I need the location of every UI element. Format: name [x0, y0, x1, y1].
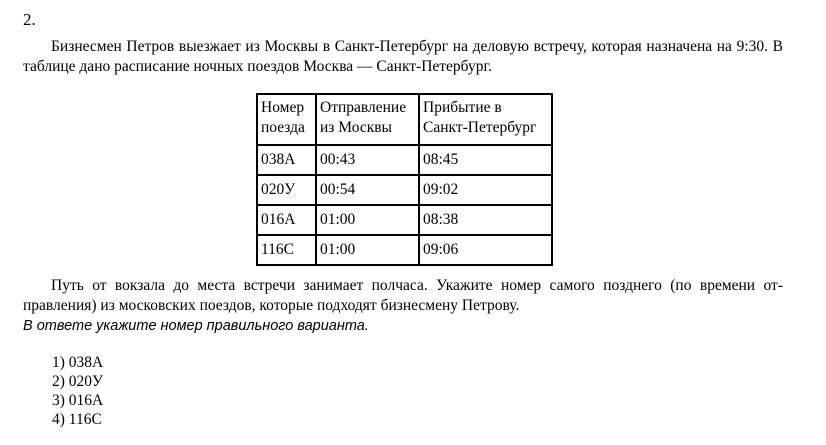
departure-cell: 01:00 — [316, 235, 419, 265]
arrival-cell: 09:02 — [419, 175, 552, 205]
header-departure — [316, 94, 419, 145]
train-number-cell: 116С — [257, 235, 316, 265]
answer-option: 3) 016А — [52, 392, 104, 409]
answer-instruction: В ответе укажите номер правильного варианта. — [23, 318, 369, 334]
train-number-cell: 020У — [257, 175, 316, 205]
departure-cell: 01:00 — [316, 205, 419, 235]
arrival-cell: 08:38 — [419, 205, 552, 235]
train-number-cell: 038А — [257, 145, 316, 175]
header-line: Отправление — [320, 99, 407, 116]
answer-options-list — [52, 353, 103, 429]
answer-option: 1) 038А — [52, 354, 104, 371]
table-row — [257, 175, 552, 205]
header-line: Прибытие в — [423, 99, 502, 116]
table-row — [257, 205, 552, 235]
train-schedule-table — [256, 93, 553, 266]
train-number-cell: 016А — [257, 205, 316, 235]
header-line: Номер — [261, 99, 305, 116]
table-row — [257, 235, 552, 265]
header-arrival — [419, 94, 552, 145]
answer-option: 2) 020У — [52, 373, 104, 390]
header-train-number — [257, 94, 316, 145]
header-line: из Москвы — [320, 119, 392, 136]
arrival-cell: 09:06 — [419, 235, 552, 265]
task-intro-paragraph — [23, 37, 783, 77]
table-row — [257, 145, 552, 175]
task-number: 2. — [23, 10, 36, 29]
answer-option: 4) 116С — [52, 411, 102, 428]
table-header-row — [257, 94, 552, 145]
departure-cell: 00:54 — [316, 175, 419, 205]
task-intro-text: Бизнесмен Петров выезжает из Москвы в Санкт-Петербург на деловую встречу, которая назначена на 9:30. В таблице дано расписание ночных поездов Москва — Санкт-Петербург. — [23, 38, 783, 75]
departure-cell: 00:43 — [316, 145, 419, 175]
task-followup-text: Путь от вокзала до места встречи занимает полчаса. Укажите номер самого позднего (по времени от-правления) из московских поездов, которые подходят бизнесмену Петрову. — [23, 277, 783, 314]
task-followup-paragraph — [23, 276, 783, 316]
arrival-cell: 08:45 — [419, 145, 552, 175]
header-line: поезда — [261, 119, 305, 136]
header-line: Санкт-Петербург — [423, 119, 537, 136]
